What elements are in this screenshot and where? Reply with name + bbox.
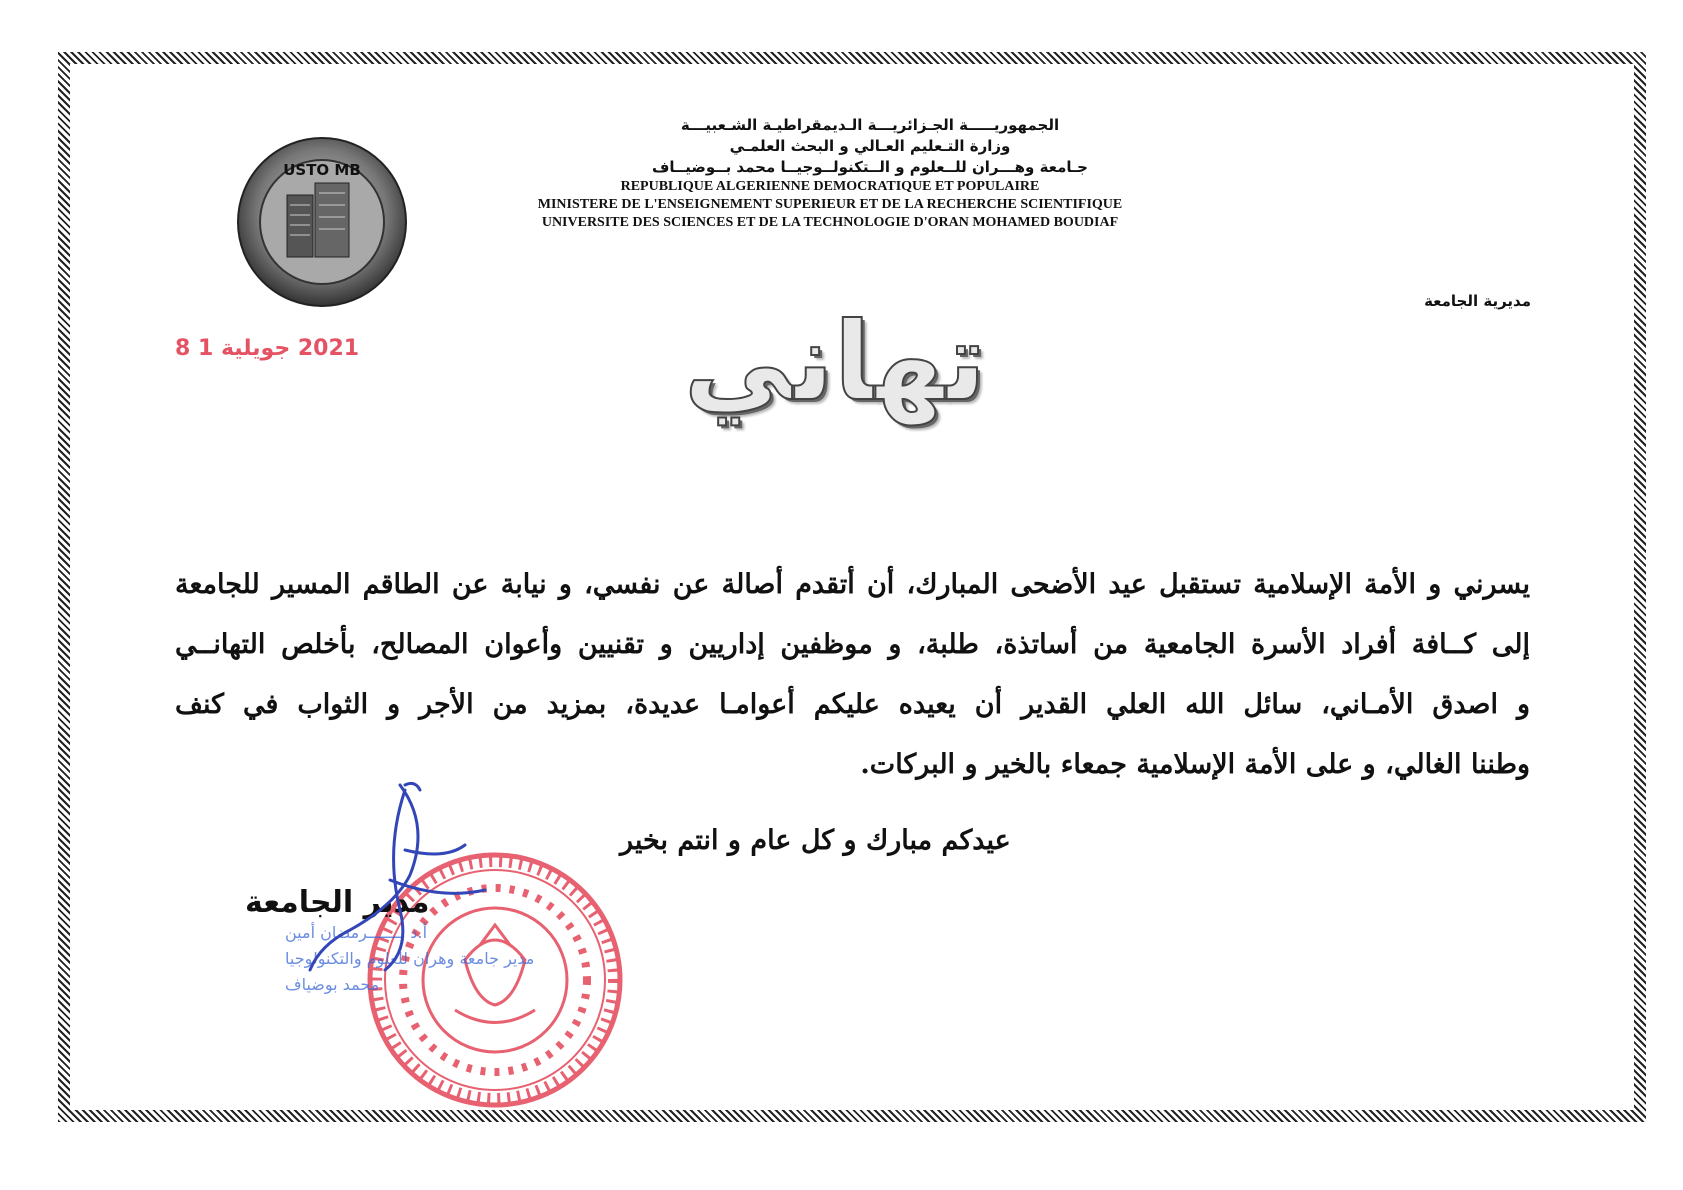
header-arabic-line-2: وزارة التـعليم العـالي و البحث العلمـي — [729, 137, 1011, 155]
institution-header — [470, 115, 1190, 232]
logo-text: USTO MB — [283, 161, 361, 179]
message-line-2: إلى كــافة أفراد الأسرة الجامعية من أساتذة، طلبة، و موظفين إداريين و تقنيين وأعوان المصالح، بأخلص التهانــي — [175, 629, 1530, 660]
signature-title: مدير الجامعة — [245, 885, 430, 920]
date-stamp: 2021 جويلية 1 8 — [175, 336, 360, 361]
university-logo — [235, 135, 410, 310]
header-arabic-line-3: جـامعة وهـــران للــعلوم و الــتكنولــوجيــا محمد بــوضيــاف — [651, 158, 1088, 176]
message-line-1: يسرني و الأمة الإسلامية تستقبل عيد الأضحى المبارك، أن أتقدم أصالة عن نفسي، و نيابة عن الطاقم المسير للجامعة — [175, 569, 1530, 600]
closing-wish: عيدكم مبارك و كل عام و انتم بخير — [620, 825, 1011, 856]
directorate-label: مديرية الجامعة — [1424, 292, 1531, 310]
header-french-line-2: MINISTERE DE L'ENSEIGNEMENT SUPERIEUR ET DE LA RECHERCHE SCIENTIFIQUE — [537, 197, 1123, 212]
signatory-university: محمد بوضياف — [285, 975, 380, 994]
header-french-line-3: UNIVERSITE DES SCIENCES ET DE LA TECHNOLOGIE D'ORAN MOHAMED BOUDIAF — [541, 215, 1119, 230]
congratulation-message — [175, 555, 1530, 795]
handwritten-signature — [280, 770, 510, 1010]
signatory-name: أ.د بـــــــرمضان أمين — [285, 923, 428, 942]
signatory-position: مدير جامعة وهران للعلوم والتكنولوجيا — [285, 949, 535, 968]
message-line-4: وطننا الغالي، و على الأمة الإسلامية جمعاء بالخير و البركات. — [860, 749, 1530, 780]
message-line-3: و اصدق الأمـاني، سائل الله العلي القدير أن يعيده عليكم أعوامـا عديدة، بمزيد من الأجر و الثواب في كنف — [175, 689, 1530, 720]
header-arabic-line-1: الجمهوريـــــة الجـزائريـــة الـديمقراطيـة الشـعبيـــة — [680, 116, 1060, 134]
header-french-line-1: REPUBLIQUE ALGERIENNE DEMOCRATIQUE ET POPULAIRE — [620, 179, 1040, 194]
page-title: تهاني — [683, 300, 987, 425]
